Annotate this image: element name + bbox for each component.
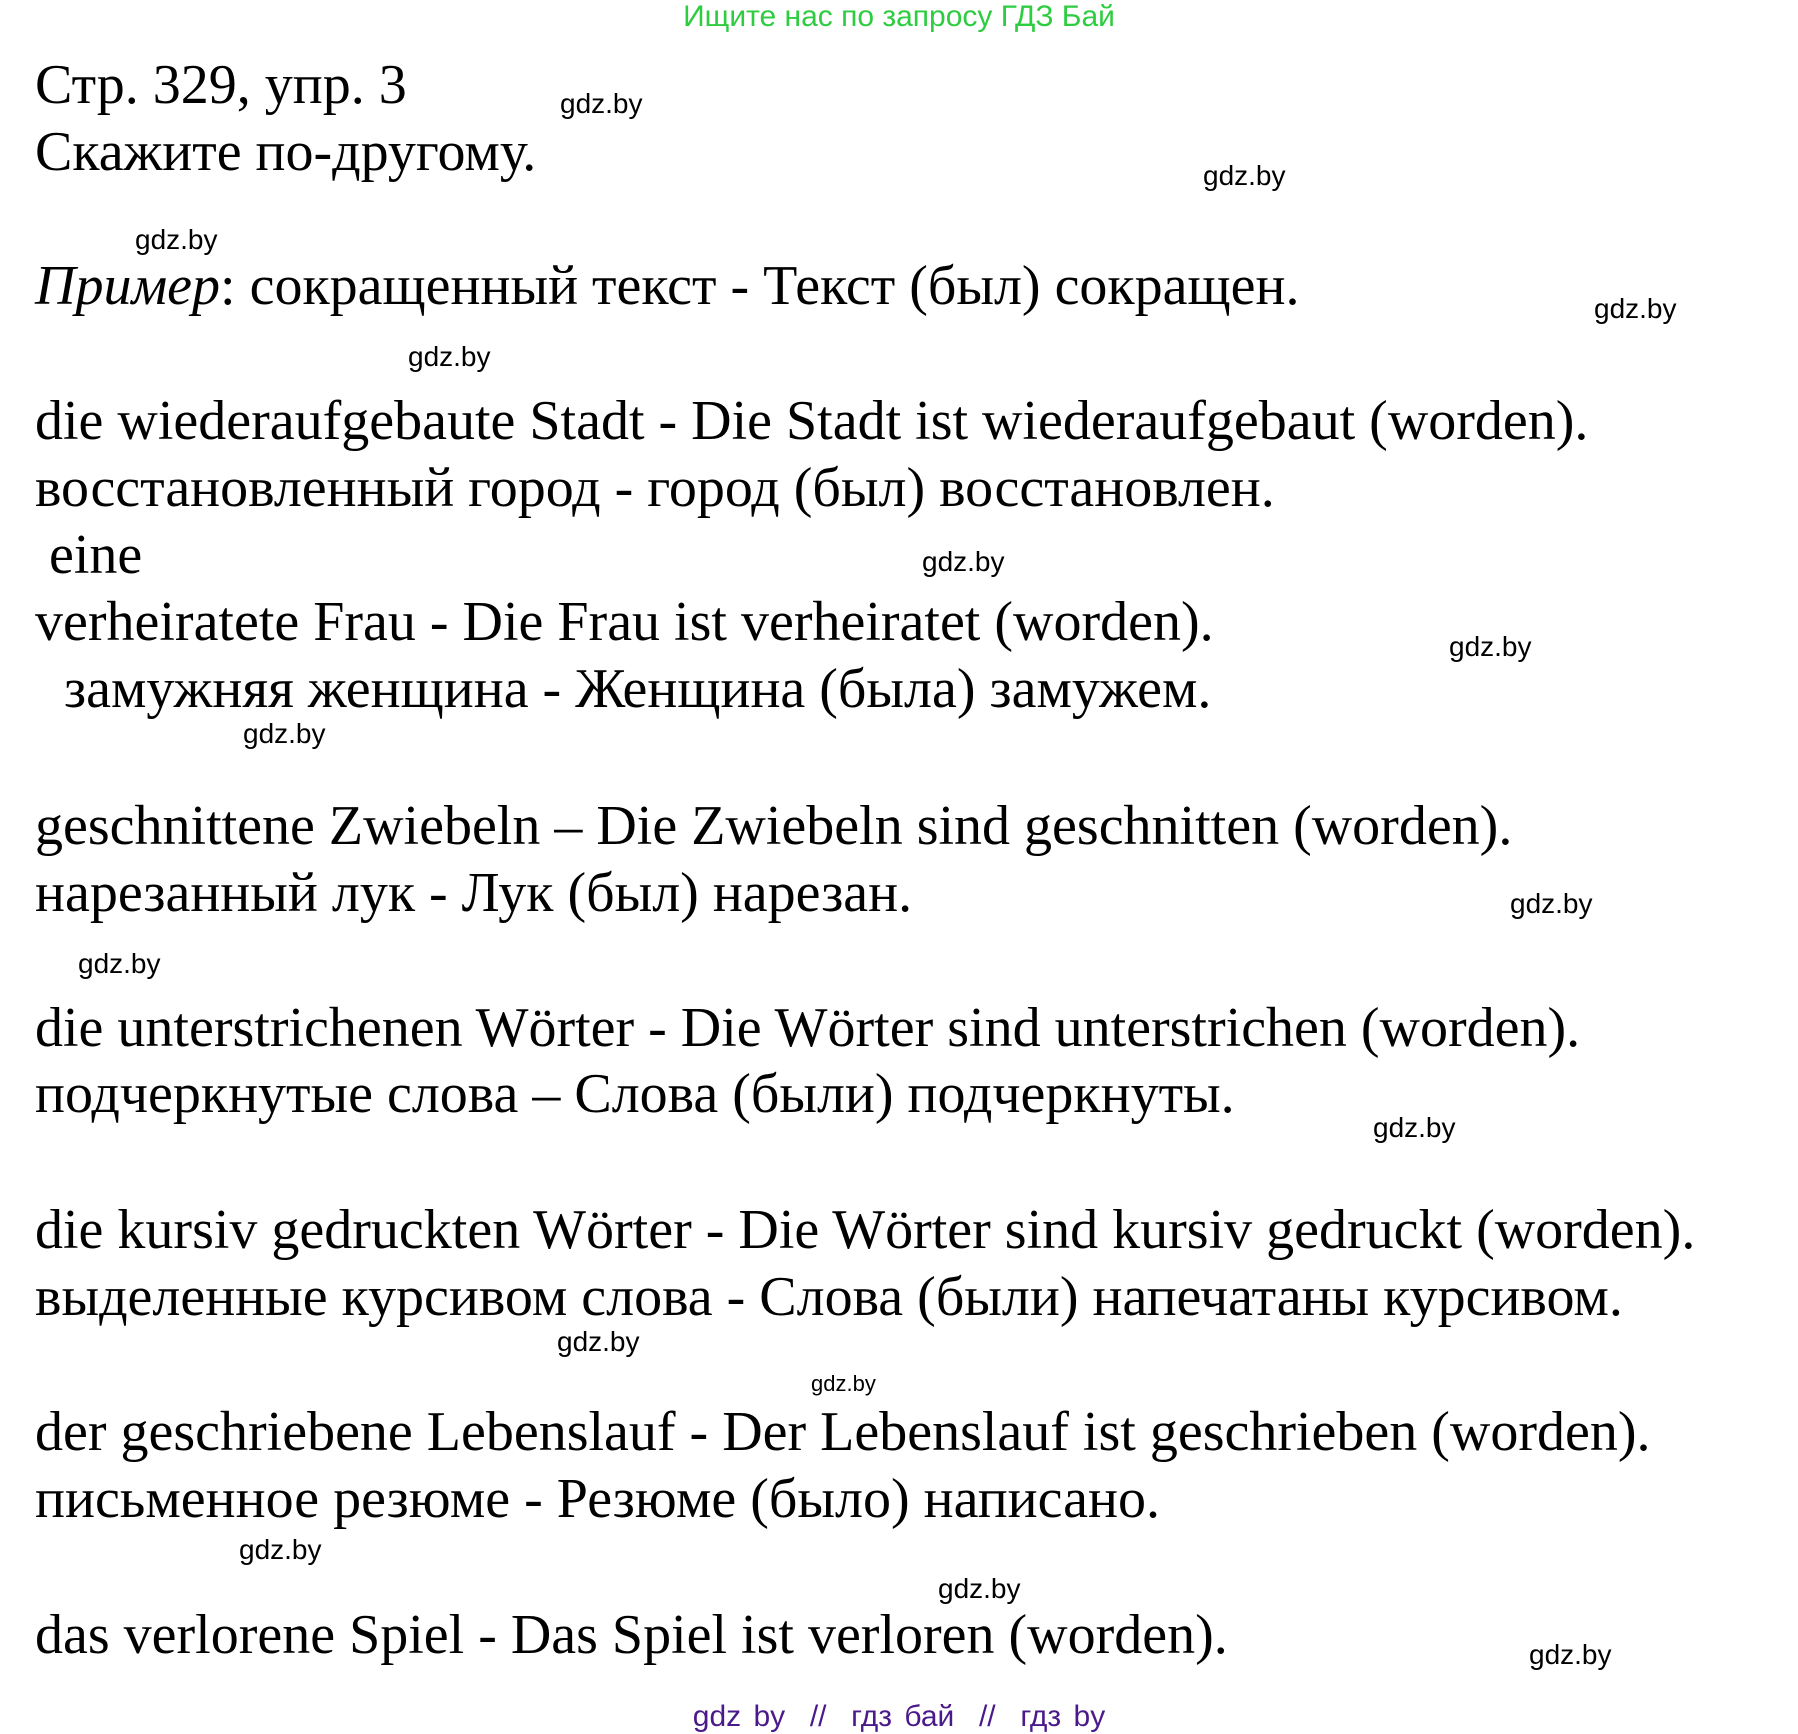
watermark: gdz.by <box>78 948 161 979</box>
answer-line: die kursiv gedruckten Wörter - Die Wörter sind kursiv gedruckt (worden). <box>35 1199 1696 1261</box>
watermark: gdz.by <box>922 546 1005 577</box>
watermark: gdz.by <box>811 1371 876 1396</box>
footer-links: gdz by // гдз бай // гдз by <box>692 1700 1106 1733</box>
answer-line: выделенные курсивом слова - Слова (были) напечатаны курсивом. <box>35 1266 1623 1328</box>
watermark: gdz.by <box>1203 160 1286 191</box>
example-text: : сокращенный текст - Текст (был) сокращен. <box>220 255 1300 317</box>
answer-line: eine <box>49 524 143 586</box>
answer-line: подчеркнутые слова – Слова (были) подчеркнуты. <box>35 1063 1235 1125</box>
example-line <box>35 255 1300 317</box>
watermark: gdz.by <box>1510 888 1593 919</box>
example-label: Пример <box>35 255 221 317</box>
answer-line: нарезанный лук - Лук (был) нарезан. <box>35 862 913 924</box>
answer-line: письменное резюме - Резюме (было) написано. <box>35 1468 1161 1530</box>
watermark: gdz.by <box>135 224 218 255</box>
watermark: gdz.by <box>408 341 491 372</box>
watermark: gdz.by <box>1449 631 1532 662</box>
answer-line: das verlorene Spiel - Das Spiel ist verloren (worden). <box>35 1604 1228 1666</box>
answer-line: der geschriebene Lebenslauf - Der Lebenslauf ist geschrieben (worden). <box>35 1401 1651 1463</box>
answer-line: verheiratete Frau - Die Frau ist verheiratet (worden). <box>35 591 1214 653</box>
answer-line: die unterstrichenen Wörter - Die Wörter sind unterstrichen (worden). <box>35 997 1581 1059</box>
answer-line: die wiederaufgebaute Stadt - Die Stadt ist wiederaufgebaut (worden). <box>35 390 1589 452</box>
answer-line: замужняя женщина - Женщина (была) замужем. <box>64 658 1212 720</box>
watermark: gdz.by <box>239 1534 322 1565</box>
answer-line: geschnittene Zwiebeln – Die Zwiebeln sind geschnitten (worden). <box>35 795 1513 857</box>
watermark: gdz.by <box>557 1326 640 1357</box>
watermark: gdz.by <box>1529 1639 1612 1670</box>
watermark: gdz.by <box>1373 1112 1456 1143</box>
search-banner: Ищите нас по запросу ГДЗ Бай <box>683 0 1115 33</box>
watermark: gdz.by <box>243 718 326 749</box>
watermark: gdz.by <box>938 1573 1021 1604</box>
watermark: gdz.by <box>1594 293 1677 324</box>
watermark: gdz.by <box>560 88 643 119</box>
answer-line: восстановленный город - город (был) восстановлен. <box>35 457 1275 519</box>
page-title: Стр. 329, упр. 3 <box>35 54 407 116</box>
task-heading: Скажите по-другому. <box>35 121 537 183</box>
